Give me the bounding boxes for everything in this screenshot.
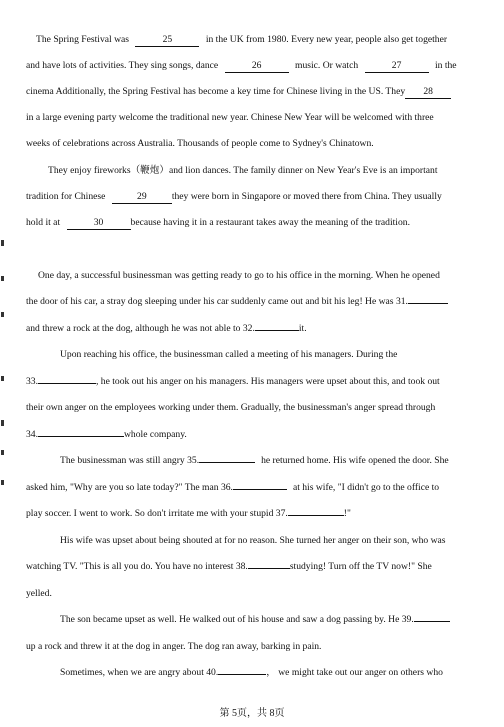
text: he returned home. His wife opened the door. She (261, 455, 449, 466)
passage1-line-5: weeks of celebrations across Australia. Thousands of people come to Sydney's Chinatown. (26, 138, 374, 149)
text: it. (298, 323, 307, 334)
text: and threw a rock at the dog, although he was not able to 32. (26, 323, 255, 334)
passage1-line-6: They enjoy fireworks（鞭炮）and lion dances. The family dinner on New Year's Eve is an important (48, 165, 438, 176)
blank-35[interactable] (199, 461, 255, 463)
passage1-line-2 (26, 60, 482, 73)
text: The Spring Festival was (36, 34, 129, 45)
text: 33. (26, 376, 38, 387)
passage1-line-3 (26, 86, 482, 99)
passage2-line-4: Upon reaching his office, the businessman called a meeting of his managers. During the (60, 349, 398, 360)
blank-29[interactable]: 29 (112, 192, 172, 204)
gutter-mark (1, 276, 4, 281)
text: asked him, "Why are you so late today?" The man 36. (26, 482, 233, 493)
text: 34. (26, 429, 38, 440)
text: in the UK from 1980. Every new year, people also get together (205, 34, 448, 45)
text: they were born in Singapore or moved there from China. They usually (171, 191, 442, 202)
text: The son became upset as well. He walked out of his house and saw a dog passing by. He 39. (60, 614, 414, 625)
text: because having it in a restaurant takes away the meaning of the tradition. (130, 217, 410, 228)
text: and have lots of activities. They sing songs, dance (26, 60, 219, 71)
passage2-line-5 (26, 376, 482, 388)
text: Sometimes, when we are angry about 40. (60, 667, 219, 678)
text: , he took out his anger on his managers. His managers were upset about this, and took out (96, 376, 440, 387)
text: The businessman was still angry 35. (60, 455, 200, 466)
passage2-line-3 (26, 323, 482, 335)
blank-37[interactable] (288, 514, 344, 516)
passage1-line-7 (26, 191, 482, 204)
blank-30[interactable]: 30 (67, 218, 131, 230)
blank-31[interactable] (408, 302, 448, 304)
gutter-mark (1, 420, 4, 426)
text: !" (343, 508, 351, 519)
page-footer: 第 5页，共 8页 (219, 708, 285, 719)
text: in the (434, 60, 457, 71)
text: the door of his car, a stray dog sleeping under his car suddenly came out and bit his leg! He was 31. (26, 296, 408, 307)
passage2-line-6: their own anger on the employees working under them. Gradually, the businessman's anger spread through (26, 402, 436, 413)
blank-34[interactable] (38, 435, 124, 437)
passage2-line-7 (26, 429, 482, 441)
text: studying! Turn off the TV now!" She (289, 561, 432, 572)
blank-40[interactable] (218, 673, 266, 675)
passage2-line-12 (26, 561, 482, 573)
gutter-mark (1, 450, 4, 455)
text: play soccer. I went to work. So don't irritate me with your stupid 37. (26, 508, 288, 519)
blank-38[interactable] (248, 567, 290, 569)
blank-25[interactable]: 25 (135, 35, 199, 47)
passage2-line-10 (26, 508, 482, 520)
passage2-line-11: His wife was upset about being shouted at for no reason. She turned her anger on their son, who was (60, 535, 446, 546)
text: tradition for Chinese (26, 191, 106, 202)
passage2-line-8 (26, 455, 482, 467)
text: whole company. (124, 429, 187, 440)
passage2-line-13: yelled. (26, 588, 52, 599)
gutter-mark (1, 240, 4, 246)
gutter-mark (1, 480, 4, 485)
blank-36[interactable] (233, 488, 287, 490)
passage1-line-4: in a large evening party welcome the traditional new year. Chinese New Year will be welcomed with three (26, 112, 434, 123)
blank-32[interactable] (255, 329, 299, 331)
passage2-line-2 (26, 296, 482, 308)
passage2-line-15: up a rock and threw it at the dog in anger. The dog ran away, barking in pain. (26, 641, 322, 652)
text: music. Or watch (295, 60, 359, 71)
blank-39[interactable] (414, 620, 450, 622)
passage1-line-1 (26, 34, 482, 47)
passage2-line-16 (26, 667, 482, 679)
gutter-mark (1, 376, 4, 381)
text: at his wife, "I didn't go to the office to (292, 482, 440, 493)
passage2-line-9 (26, 482, 482, 494)
passage2-line-14 (26, 614, 482, 626)
passage2-line-1: One day, a successful businessman was getting ready to go to his office in the morning. When he opened (38, 270, 440, 281)
text: ， we might take out our anger on others who (266, 667, 443, 678)
blank-27[interactable]: 27 (365, 61, 429, 73)
gutter-mark (1, 312, 4, 317)
passage1-line-8 (26, 217, 482, 230)
blank-33[interactable] (38, 382, 96, 384)
text: cinema Additionally, the Spring Festival has become a key time for Chinese living in the US. They (26, 86, 406, 97)
blank-26[interactable]: 26 (225, 61, 289, 73)
blank-28[interactable]: 28 (405, 87, 451, 99)
text: watching TV. "This is all you do. You have no interest 38. (26, 561, 248, 572)
text: hold it at (26, 217, 61, 228)
